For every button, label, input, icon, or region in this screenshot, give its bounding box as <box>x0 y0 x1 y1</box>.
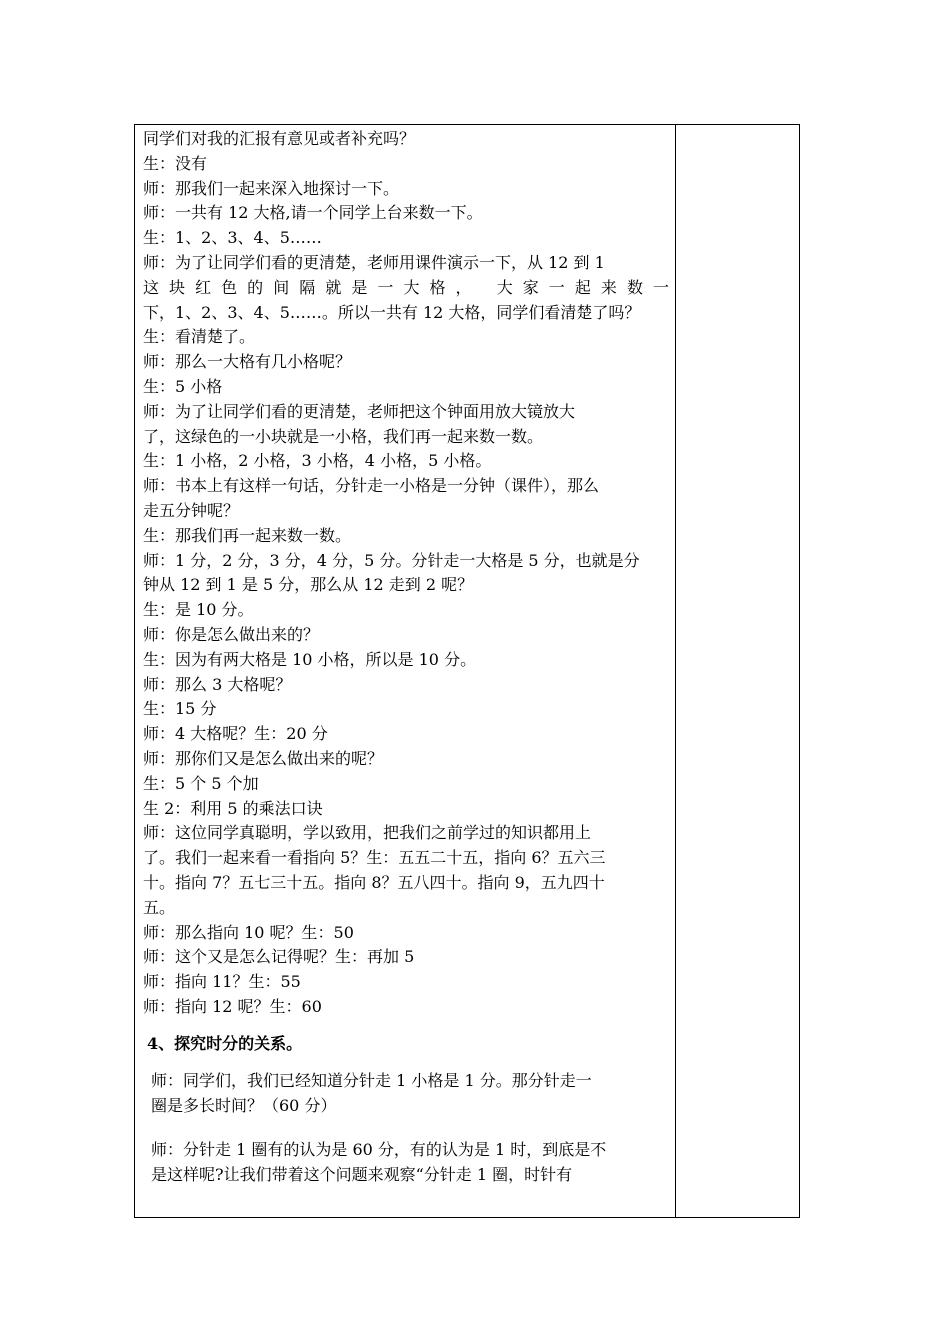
dialogue-line: 生：5 个 5 个加 <box>143 773 259 793</box>
dialogue-line: 师：那我们一起来深入地探讨一下。 <box>143 178 400 198</box>
dialogue-line: 师：书本上有这样一句话，分针走一小格是一分钟（课件），那么 <box>143 476 600 496</box>
dialogue-line: 生：因为有两大格是 10 小格，所以是 10 分。 <box>143 649 477 669</box>
dialogue-line: 师：一共有 12 大格,请一个同学上台来数一下。 <box>143 203 483 223</box>
dialogue-line: 生：5 小格 <box>143 376 223 396</box>
dialogue-line: 下，1、2、3、4、5……。所以一共有 12 大格，同学们看清楚了吗？ <box>143 302 641 322</box>
paragraph-observe-hour-hand <box>143 1138 669 1188</box>
dialogue-line: 师：那么指向 10 呢？生：50 <box>143 922 354 942</box>
dialogue-line: 生：15 分 <box>143 699 217 719</box>
dialogue-line: 生：看清楚了。 <box>143 327 256 347</box>
dialogue-line: 师：4 大格呢？生：20 分 <box>143 724 328 744</box>
lesson-table <box>134 124 800 1218</box>
dialogue-line: 生：1 小格，2 小格，3 小格，4 小格，5 小格。 <box>143 451 492 471</box>
dialogue-line: 师：你是怎么做出来的？ <box>143 624 320 644</box>
dialogue-line: 师：这个又是怎么记得呢？生：再加 5 <box>143 947 415 967</box>
dialogue-line: 生 2：利用 5 的乘法口诀 <box>143 798 323 818</box>
dialogue-line: 生：1、2、3、4、5…… <box>143 228 322 248</box>
dialogue-line: 这块红色的间隔就是一大格， 大家一起来数一 <box>143 277 669 297</box>
dialogue-line: 师：这位同学真聪明，学以致用，把我们之前学过的知识都用上 <box>143 823 592 843</box>
dialogue-line: 师：为了让同学们看的更清楚，老师用课件演示一下，从 12 到 1 <box>143 252 605 272</box>
dialogue-line: 师：那你们又是怎么做出来的呢？ <box>143 748 384 768</box>
dialogue-line: 师：1 分，2 分，3 分，4 分，5 分。分针走一大格是 5 分，也就是分 <box>143 550 640 570</box>
dialogue-line: 五。 <box>143 897 176 917</box>
dialogue-line: 师：那么 3 大格呢？ <box>143 674 292 694</box>
dialogue-line: 了。我们一起来看一看指向 5？生：五五二十五，指向 6？五六三 <box>143 848 606 868</box>
dialogue-line: 师：指向 12 呢？生：60 <box>143 996 322 1016</box>
paragraph-line: 圈是多长时间？（60 分） <box>151 1096 337 1116</box>
dialogue-line: 十。指向 7？五七三十五。指向 8？五八四十。指向 9，五九四十 <box>143 872 605 892</box>
paragraph-line: 师：同学们，我们已经知道分针走 1 小格是 1 分。那分针走一 <box>151 1071 592 1091</box>
dialogue-line: 了，这绿色的一小块就是一小格，我们再一起来数一数。 <box>143 426 544 446</box>
lesson-content-cell <box>143 127 669 1207</box>
section-heading: 4、探究时分的关系。 <box>147 1033 303 1053</box>
dialogue-line: 生：是 10 分。 <box>143 600 254 620</box>
paragraph-line: 是这样呢?让我们带着这个问题来观察“分针走 1 圈，时针有 <box>151 1164 573 1184</box>
dialogue-line: 同学们对我的汇报有意见或者补充吗？ <box>143 129 416 148</box>
notes-cell <box>676 125 800 1217</box>
dialogue-line: 走五分钟呢？ <box>143 500 240 520</box>
dialogue-line: 师：指向 11？生：55 <box>143 972 301 992</box>
paragraph-time-of-one-circle <box>143 1069 669 1119</box>
dialogue-line: 钟从 12 到 1 是 5 分，那么从 12 走到 2 呢？ <box>143 575 474 595</box>
dialogue-line: 生：那我们再一起来数一数。 <box>143 525 352 545</box>
paragraph-line: 师：分针走 1 圈有的认为是 60 分，有的认为是 1 时，到底是不 <box>151 1140 607 1160</box>
dialogue-line: 师：为了让同学们看的更清楚，老师把这个钟面用放大镜放大 <box>143 401 576 421</box>
dialogue-line: 生：没有 <box>143 153 208 173</box>
dialogue-line: 师：那么一大格有几小格呢？ <box>143 352 352 372</box>
dialogue-block <box>143 127 669 1020</box>
